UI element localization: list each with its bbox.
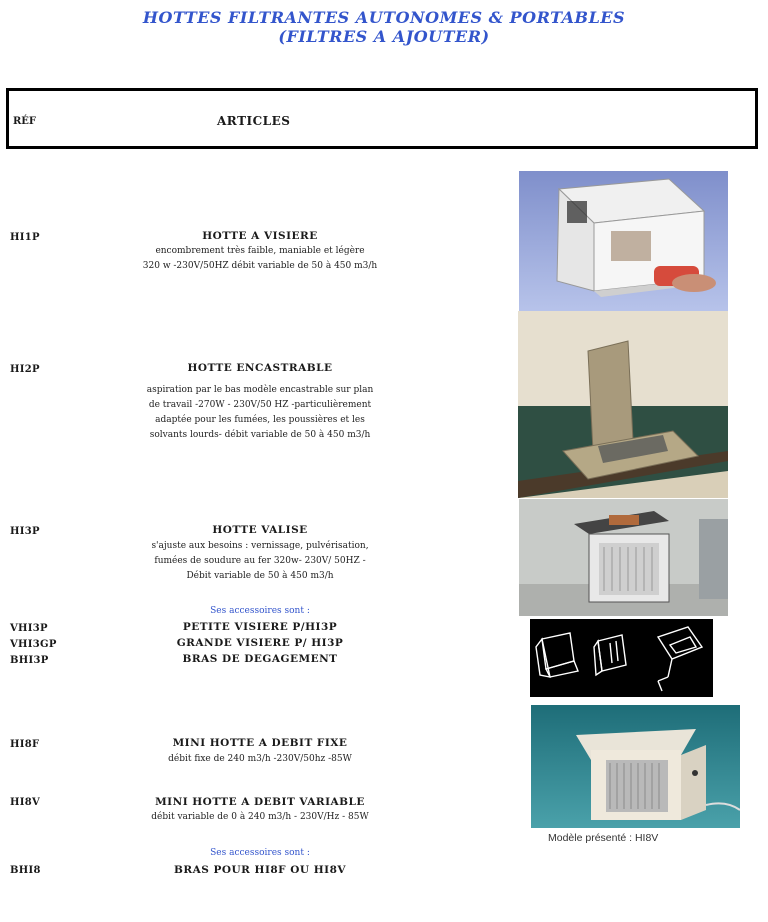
product-desc-hi8v <box>100 810 420 825</box>
accessories-label-hi8: Ses accessoires sont : <box>210 848 310 858</box>
page-subtitle: (FILTRES A AJOUTER) <box>278 27 490 46</box>
product-desc-hi3p <box>100 539 420 584</box>
product-title-hi8f: MINI HOTTE A DEBIT FIXE <box>172 737 348 749</box>
ref-vhi3gp: VHI3GP <box>10 639 57 650</box>
accessories-label-hi3p: Ses accessoires sont : <box>210 606 310 616</box>
desc-line: s'ajuste aux besoins : vernissage, pulvérisation, <box>151 541 369 551</box>
photo-accessoires <box>530 619 713 697</box>
photo-mini-hotte <box>531 705 740 828</box>
desc-line: fumées de soudure au fer 320w- 230V/ 50HZ - <box>154 556 366 566</box>
header-articles: ARTICLES <box>217 114 291 128</box>
ref-hi2p: HI2P <box>10 364 40 375</box>
desc-line: débit fixe de 240 m3/h -230V/50hz -85W <box>168 754 352 764</box>
product-title-hi8v: MINI HOTTE A DEBIT VARIABLE <box>155 796 365 808</box>
product-title-hi2p: HOTTE ENCASTRABLE <box>187 362 333 374</box>
desc-line: aspiration par le bas modèle encastrable sur plan <box>146 385 374 395</box>
ref-hi8v: HI8V <box>10 797 41 808</box>
ref-hi1p: HI1P <box>10 232 40 243</box>
photo-hotte-visiere <box>519 171 728 311</box>
desc-line: Débit variable de 50 à 450 m3/h <box>186 571 334 581</box>
photo-hotte-valise <box>519 499 728 616</box>
photo-hotte-encastrable <box>518 311 728 498</box>
product-title-hi1p: HOTTE A VISIERE <box>202 230 318 242</box>
desc-line: 320 w -230V/50HZ débit variable de 50 à 450 m3/h <box>142 261 378 271</box>
ref-bhi8: BHI8 <box>10 865 41 876</box>
desc-line: débit variable de 0 à 240 m3/h - 230V/Hz - 85W <box>151 812 369 822</box>
product-desc-hi2p <box>100 383 420 443</box>
table-header <box>6 88 758 149</box>
product-desc-hi8f <box>100 752 420 767</box>
accessory-vhi3gp: GRANDE VISIERE P/ HI3P <box>176 637 344 649</box>
accessory-bhi3p: BRAS DE DEGAGEMENT <box>182 653 338 665</box>
product-desc-hi1p <box>100 244 420 274</box>
accessory-vhi3p: PETITE VISIERE P/HI3P <box>182 621 338 633</box>
page-title: HOTTES FILTRANTES AUTONOMES & PORTABLES <box>142 8 626 27</box>
ref-hi8f: HI8F <box>10 739 40 750</box>
ref-vhi3p: VHI3P <box>10 623 48 634</box>
ref-bhi3p: BHI3P <box>10 655 49 666</box>
product-title-hi3p: HOTTE VALISE <box>212 524 308 536</box>
header-ref: RÉF <box>13 116 37 127</box>
desc-line: solvants lourds- débit variable de 50 à 450 m3/h <box>149 430 371 440</box>
ref-hi3p: HI3P <box>10 526 40 537</box>
desc-line: de travail -270W - 230V/50 HZ -particulièrement <box>148 400 372 410</box>
desc-line: adaptée pour les fumées, les poussières et les <box>155 415 365 425</box>
photo-caption: Modèle présenté : HI8V <box>548 832 659 844</box>
accessory-bhi8: BRAS POUR HI8F OU HI8V <box>173 864 347 876</box>
desc-line: encombrement très faible, maniable et légère <box>155 246 365 256</box>
